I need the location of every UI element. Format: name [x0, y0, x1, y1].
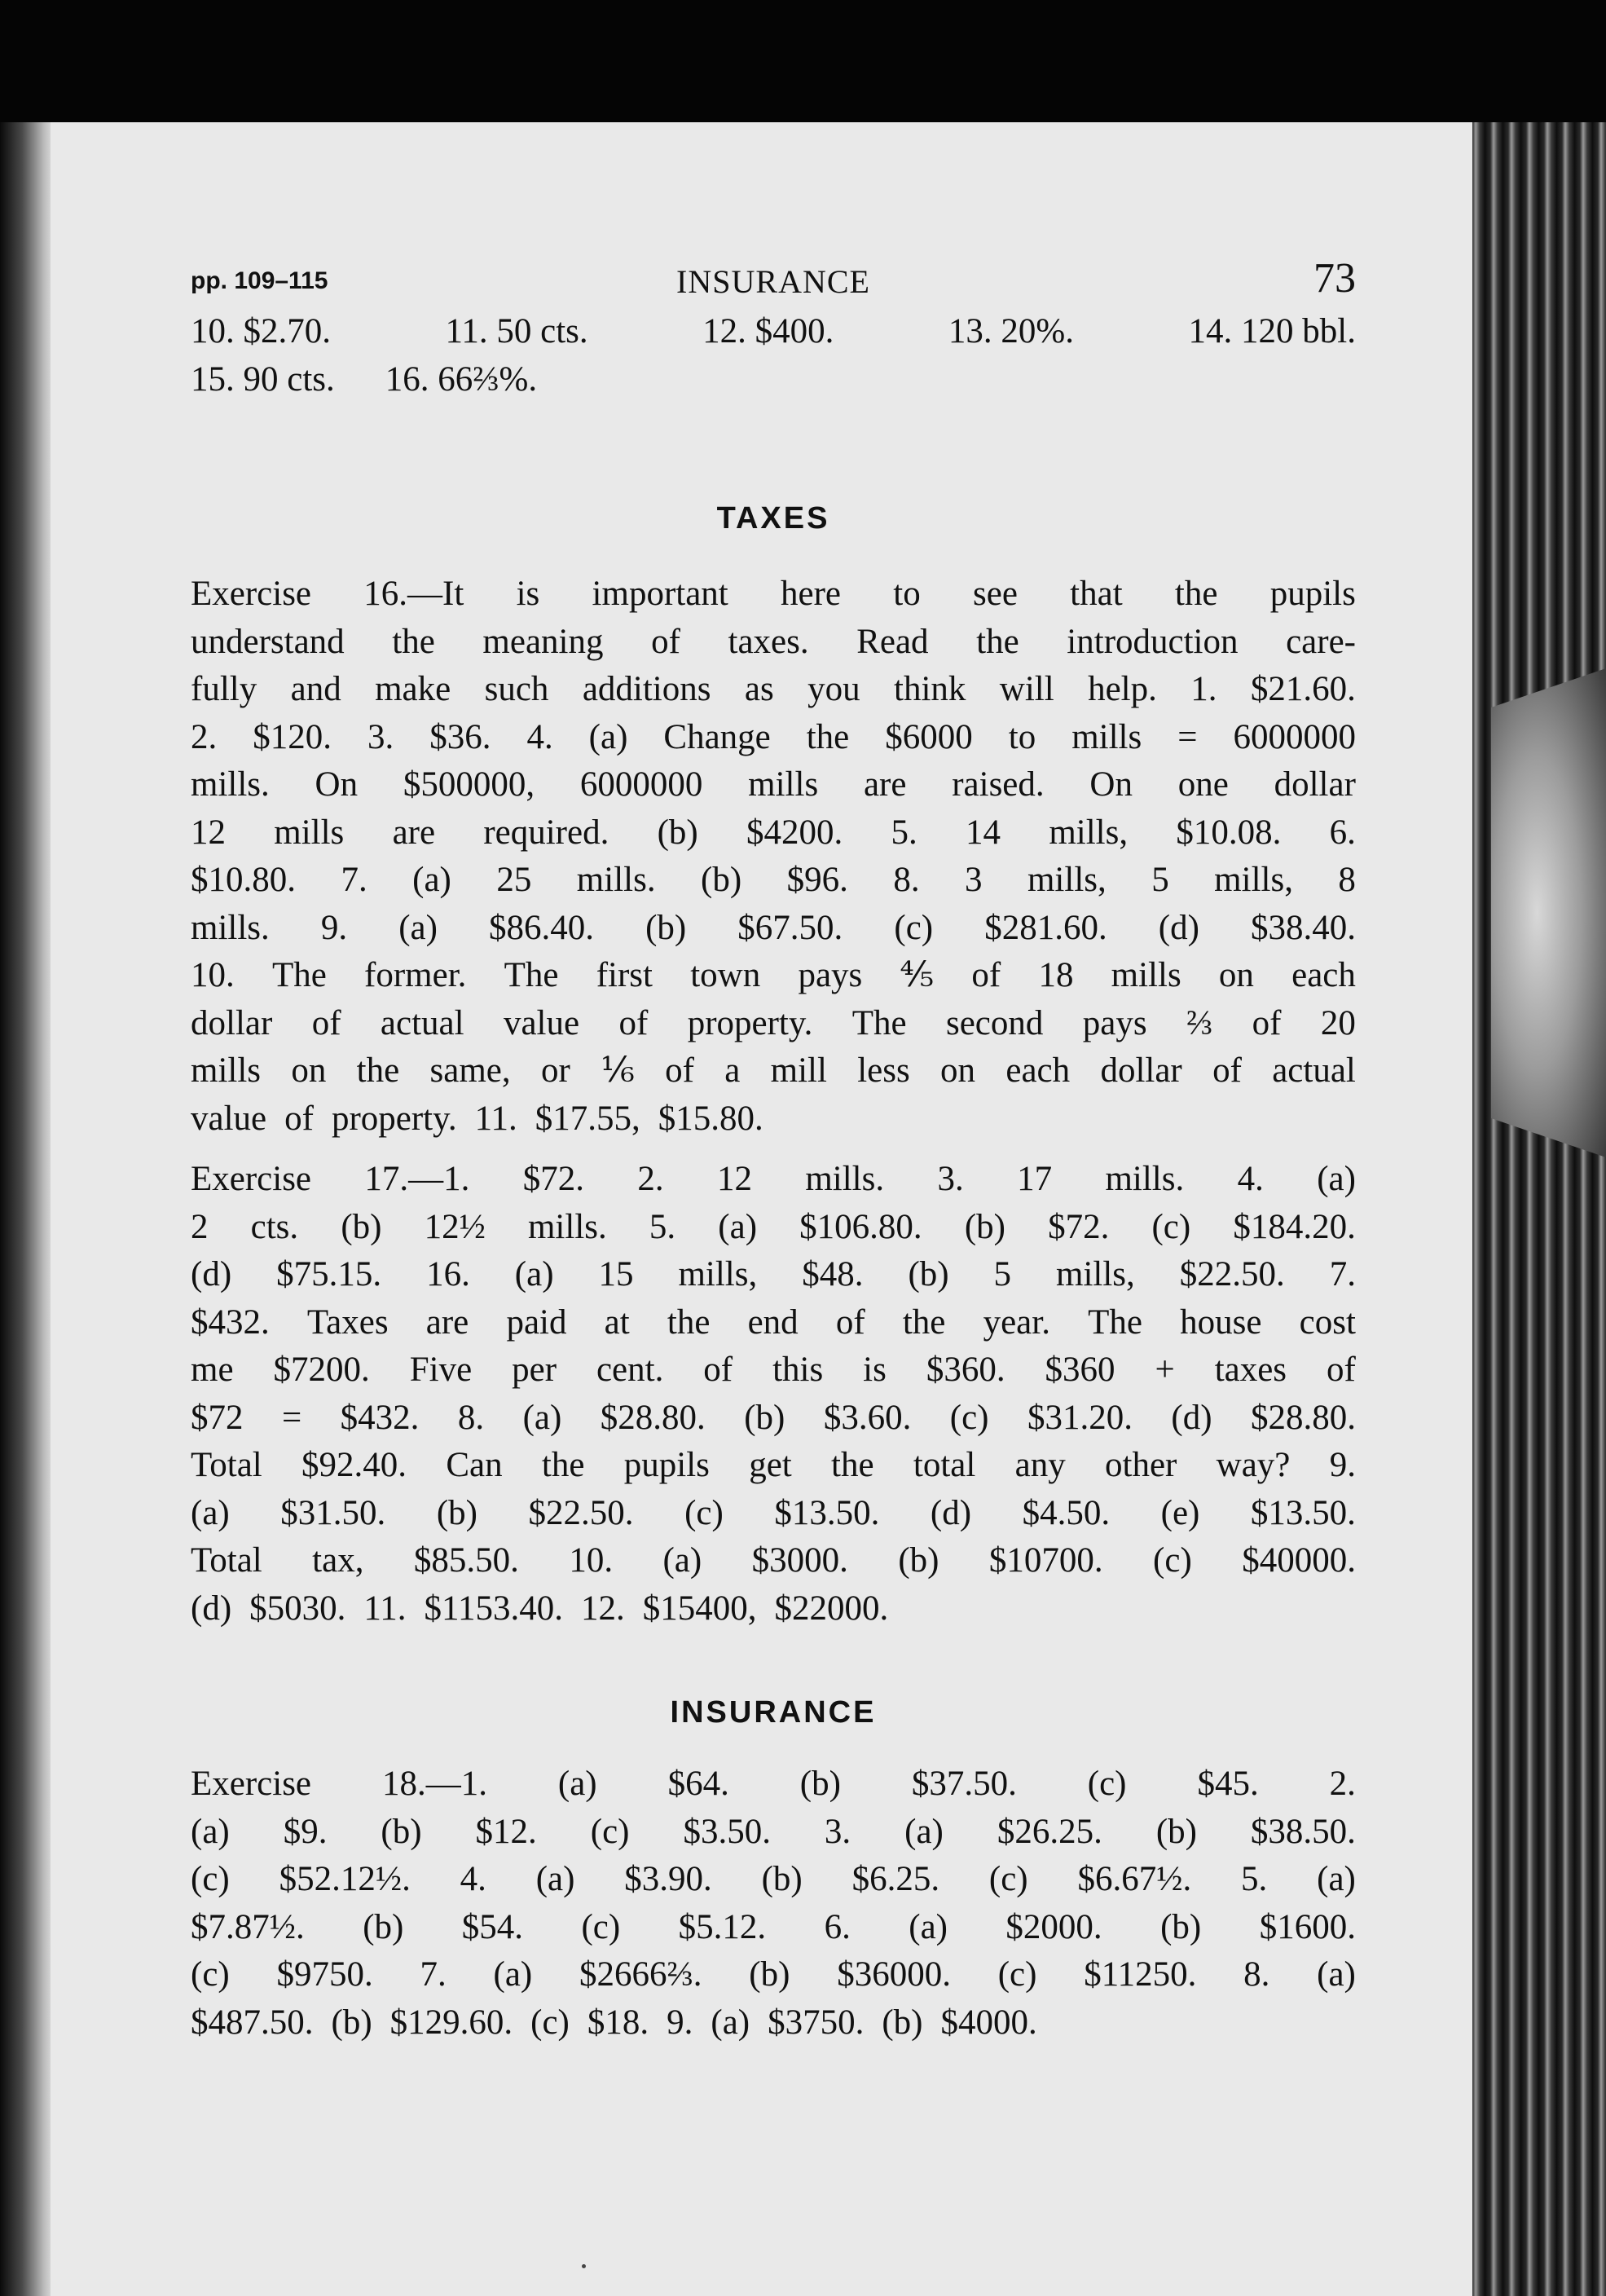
answer-item: 15. 90 cts. — [191, 359, 335, 399]
text-line: understand the meaning of taxes. Read the introduction care- — [191, 622, 1356, 661]
text-line: $487.50. (b) $129.60. (c) $18. 9. (a) $3750. (b) $4000. — [191, 2003, 1037, 2042]
text-line: dollar of actual value of property. The second pays ⅔ of 20 — [191, 1003, 1356, 1042]
text-line: mills on the same, or ⅙ of a mill less on each dollar of actual — [191, 1051, 1356, 1090]
text-line: (a) $9. (b) $12. (c) $3.50. 3. (a) $26.25. (b) $38.50. — [191, 1812, 1356, 1851]
running-title: INSURANCE — [676, 263, 870, 300]
page-edges — [1467, 122, 1606, 2296]
text-line: $7.87½. (b) $54. (c) $5.12. 6. (a) $2000. (b) $1600. — [191, 1907, 1356, 1946]
text-line: $432. Taxes are paid at the end of the year. The house cost — [191, 1302, 1356, 1342]
exercise-17-paragraph — [191, 1156, 1356, 1633]
page-number: 73 — [1313, 255, 1356, 302]
text-line: 2 cts. (b) 12½ mills. 5. (a) $106.80. (b) $72. (c) $184.20. — [191, 1207, 1356, 1246]
section-heading-insurance: INSURANCE — [670, 1695, 877, 1730]
text-line: Total tax, $85.50. 10. (a) $3000. (b) $10700. (c) $40000. — [191, 1541, 1356, 1580]
section-heading-taxes: TAXES — [716, 501, 830, 535]
torn-paper-flap — [1491, 668, 1606, 1157]
text-line: 12 mills are required. (b) $4200. 5. 14 mills, $10.08. 6. — [191, 813, 1356, 852]
page-range: pp. 109–115 — [191, 267, 328, 294]
book-page — [51, 122, 1472, 2296]
book-spine-shadow — [0, 122, 55, 2296]
answer-item: 12. $400. — [702, 312, 834, 350]
answer-item: 14. 120 bbl. — [1188, 312, 1356, 350]
text-line: 2. $120. 3. $36. 4. (a) Change the $6000 to mills = 6000000 — [191, 717, 1356, 756]
text-line: Exercise 18.—1. (a) $64. (b) $37.50. (c) $45. 2. — [191, 1765, 1356, 1803]
answer-item: 16. 66⅔%. — [385, 359, 538, 399]
answer-item: 10. $2.70. — [191, 312, 331, 350]
text-line: value of property. 11. $17.55, $15.80. — [191, 1099, 763, 1138]
answer-item: 11. 50 cts. — [445, 312, 588, 350]
text-line: Exercise 16.—It is important here to see that the pupils — [191, 575, 1356, 613]
text-line: mills. 9. (a) $86.40. (b) $67.50. (c) $281.60. (d) $38.40. — [191, 908, 1356, 947]
answer-line — [191, 356, 1356, 404]
exercise-18-paragraph — [191, 1761, 1356, 2047]
speck — [582, 2264, 586, 2268]
text-line: (d) $75.15. 16. (a) 15 mills, $48. (b) 5 mills, $22.50. 7. — [191, 1255, 1356, 1293]
text-line: Total $92.40. Can the pupils get the total any other way? 9. — [191, 1446, 1356, 1484]
answer-item: 13. 20%. — [948, 312, 1074, 350]
answers-continued — [191, 308, 1356, 403]
answer-line — [191, 308, 1356, 356]
exercise-16-paragraph — [191, 571, 1356, 1143]
text-line: mills. On $500000, 6000000 mills are raised. On one dollar — [191, 765, 1356, 804]
text-line: 10. The former. The first town pays ⅘ of 18 mills on each — [191, 956, 1356, 994]
text-line: $10.80. 7. (a) 25 mills. (b) $96. 8. 3 mills, 5 mills, 8 — [191, 861, 1356, 899]
text-line: Exercise 17.—1. $72. 2. 12 mills. 3. 17 mills. 4. (a) — [191, 1160, 1356, 1198]
page-header — [191, 253, 1356, 310]
text-line: (d) $5030. 11. $1153.40. 12. $15400, $22000. — [191, 1589, 889, 1628]
text-line: (a) $31.50. (b) $22.50. (c) $13.50. (d) $4.50. (e) $13.50. — [191, 1493, 1356, 1532]
text-line: me $7200. Five per cent. of this is $360. $360 + taxes of — [191, 1351, 1356, 1389]
text-line: $72 = $432. 8. (a) $28.80. (b) $3.60. (c) $31.20. (d) $28.80. — [191, 1398, 1356, 1437]
text-line: (c) $52.12½. 4. (a) $3.90. (b) $6.25. (c) $6.67½. 5. (a) — [191, 1860, 1356, 1898]
text-line: (c) $9750. 7. (a) $2666⅔. (b) $36000. (c) $11250. 8. (a) — [191, 1955, 1356, 1994]
text-line: fully and make such additions as you think will help. 1. $21.60. — [191, 670, 1356, 708]
